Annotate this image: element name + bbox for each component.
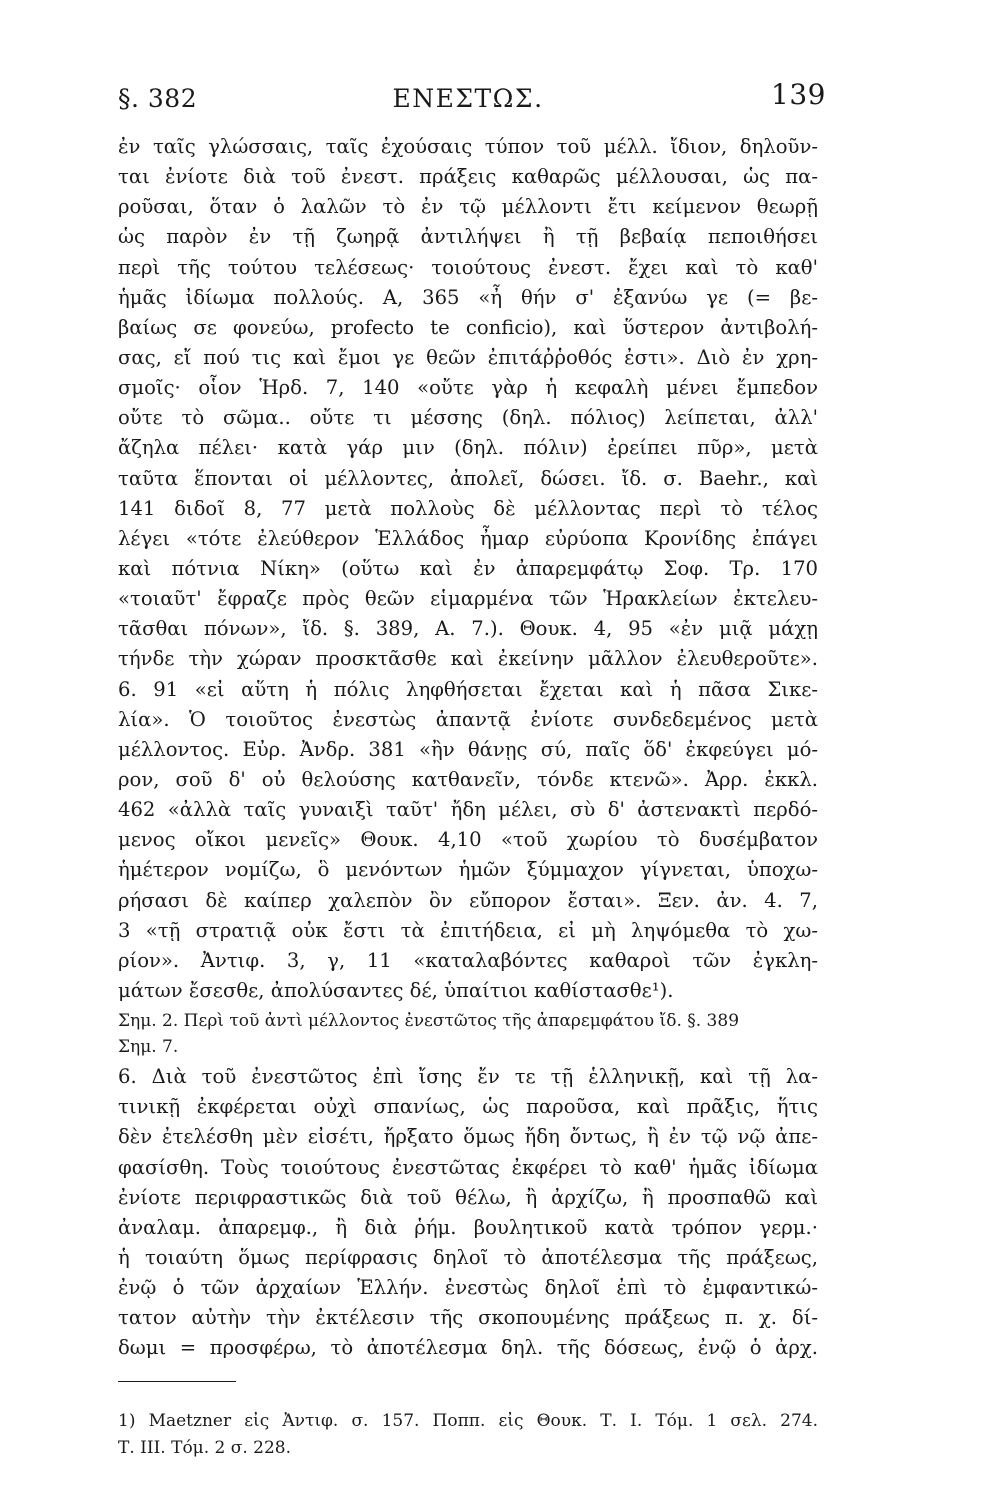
text-line: μενος οἴκοι μενεῖς» Θουκ. 4,10 «τοῦ χωρίου τὸ δυσέμβατον [118, 828, 818, 852]
text-line: ται ἐνίοτε διὰ τοῦ ἐνεστ. πράξεις καθαρῶς μέλλουσαι, ὡς πα- [118, 165, 818, 189]
text-line: ἀναλαμ. ἀπαρεμφ., ἢ διὰ ῥήμ. βουλητικοῦ κατὰ τρόπον γερμ.· [118, 1215, 818, 1239]
text-line: τινικῇ ἐκφέρεται οὐχὶ σπανίως, ὡς παροῦσα, καὶ πρᾶξις, ἥτις [118, 1095, 818, 1119]
text-line: ἡμέτερον νομίζω, ὃ μενόντων ἡμῶν ξύμμαχον γίγνεται, ὑποχω- [118, 858, 818, 882]
text-line: ρον, σοῦ δ' οὐ θελούσης κατθανεῖν, τόνδε κτενῶ». Ἀρρ. ἐκκλ. [118, 767, 818, 791]
text-line: τατον αὐτὴν τὴν ἐκτέλεσιν τῆς σκοπουμένης πράξεως π. χ. δί- [118, 1306, 818, 1330]
paragraph-b [118, 1062, 818, 1363]
text-line: οὔτε τὸ σῶμα.. οὔτε τι μέσσης (δηλ. πόλιος) λείπεται, ἀλλ' [118, 406, 818, 430]
text-line: ταῦτα ἕπονται οἱ μέλλοντες, ἀπολεῖ, δώσει. ἴδ. σ. Baehr., καὶ [118, 466, 818, 490]
text-line: Σημ. 7. [118, 1037, 179, 1058]
footnote [118, 1408, 818, 1462]
section-number: §. 382 [118, 84, 198, 113]
text-line: Σημ. 2. Περὶ τοῦ ἀντὶ μέλλοντος ἐνεστῶτος τῆς ἀπαρεμφάτου ἴδ. §. 389 [118, 1011, 740, 1032]
text-line: σας, εἴ πού τις καὶ ἔμοι γε θεῶν ἐπιτάῤῥοθός ἐστι». Διὸ ἐν χρη- [118, 345, 818, 369]
book-page [118, 78, 826, 1462]
text-line: ἐνίοτε περιφραστικῶς διὰ τοῦ θέλω, ἢ ἀρχίζω, ἢ προσπαθῶ καὶ [118, 1185, 818, 1209]
text-line: δὲν ἐτελέσθη μὲν εἰσέτι, ἤρξατο ὅμως ἤδη ὄντως, ἢ ἐν τῷ νῷ ἀπε- [118, 1125, 818, 1149]
text-line: 462 «ἀλλὰ ταῖς γυναιξὶ ταῦτ' ἤδη μέλει, σὺ δ' ἀστενακτὶ περδό- [118, 798, 818, 822]
text-line: ἐνῷ ὁ τῶν ἀρχαίων Ἑλλήν. ἐνεστὼς δηλοῖ ἐπὶ τὸ ἐμφαντικώ- [118, 1276, 818, 1300]
text-line: Τ. ΙΙΙ. Τόμ. 2 σ. 228. [118, 1438, 292, 1459]
text-line: καὶ πότνια Νίκη» (οὕτω καὶ ἐν ἀπαρεμφάτῳ Σοφ. Τρ. 170 [118, 556, 818, 580]
running-head [118, 78, 826, 118]
text-line: ἐν ταῖς γλώσσαις, ταῖς ἐχούσαις τύπον τοῦ μέλλ. ἴδιον, δηλοῦν- [118, 135, 818, 158]
text-line: «τοιαῦτ' ἔφραζε πρὸς θεῶν εἱμαρμένα τῶν Ἡρακλείων ἐκτελευ- [118, 587, 818, 611]
remark-note [118, 1008, 818, 1060]
main-text [118, 132, 818, 1363]
text-line: μάτων ἔσεσθε, ἀπολύσαντες δέ, ὑπαίτιοι καθίστασθε¹). [118, 978, 674, 1002]
text-line: μέλλοντος. Εὐρ. Ἀνδρ. 381 «ἢν θάνῃς σύ, παῖς ὅδ' ἐκφεύγει μό- [118, 737, 818, 761]
text-line: φασίσθη. Τοὺς τοιούτους ἐνεστῶτας ἐκφέρει τὸ καθ' ἡμᾶς ἰδίωμα [118, 1155, 818, 1179]
text-line: δωμι = προσφέρω, τὸ ἀποτέλεσμα δηλ. τῆς δόσεως, ἐνῷ ὁ ἀρχ. [118, 1336, 818, 1360]
text-line: σμοῖς· οἷον Ἡρδ. 7, 140 «οὔτε γὰρ ἡ κεφαλὴ μένει ἔμπεδον [118, 376, 818, 400]
page-number: 139 [771, 78, 826, 111]
text-line: ρήσασι δὲ καίπερ χαλεπὸν ὂν εὔπορον ἔσται». Ξεν. ἀν. 4. 7, [118, 888, 818, 912]
text-line: 1) Maetzner εἰς Ἀντιφ. σ. 157. Ποππ. εἰς Θουκ. Τ. Ι. Τόμ. 1 σελ. 274. [118, 1411, 818, 1432]
text-line: ἄζηλα πέλει· κατὰ γάρ μιν (δηλ. πόλιν) ἐρείπει πῦρ», μετὰ [118, 436, 818, 460]
text-line: ρίον». Ἀντιφ. 3, γ, 11 «καταλαβόντες καθαροὶ τῶν ἐγκλη- [118, 948, 818, 972]
text-line: 3 «τῇ στρατιᾷ οὐκ ἔστι τὰ ἐπιτήδεια, εἰ μὴ ληψόμεθα τὸ χω- [118, 918, 818, 942]
text-line: περὶ τῆς τούτου τελέσεως· τοιούτους ἐνεστ. ἔχει καὶ τὸ καθ' [118, 255, 818, 279]
text-line: ἡ τοιαύτη ὅμως περίφρασις δηλοῖ τὸ ἀποτέλεσμα τῆς πράξεως, [118, 1245, 818, 1269]
text-line: ὡς παρὸν ἐν τῇ ζωηρᾷ ἀντιλήψει ἢ τῇ βεβαίᾳ πεποιθήσει [118, 225, 818, 249]
text-line: βαίως σε φονεύω, profecto te conficio), καὶ ὕστερον ἀντιβολή- [118, 315, 818, 339]
text-line: τᾶσθαι πόνων», ἴδ. §. 389, Α. 7.). Θουκ. 4, 95 «ἐν μιᾷ μάχῃ [118, 617, 818, 641]
text-line: 6. Διὰ τοῦ ἐνεστῶτος ἐπὶ ἴσης ἔν τε τῇ ἑλληνικῇ, καὶ τῇ λα- [118, 1065, 818, 1089]
text-line: ροῦσαι, ὅταν ὁ λαλῶν τὸ ἐν τῷ μέλλοντι ἔτι κείμενον θεωρῇ [118, 195, 818, 219]
text-line: ἡμᾶς ἰδίωμα πολλούς. Α, 365 «ἦ θήν σ' ἐξανύω γε (= βε- [118, 285, 818, 309]
text-line: 6. 91 «εἰ αὕτη ἡ πόλις ληφθήσεται ἔχεται καὶ ἡ πᾶσα Σικε- [118, 677, 818, 701]
text-line: λέγει «τότε ἐλεύθερον Ἑλλάδος ἦμαρ εὐρύοπα Κρονίδης ἐπάγει [118, 526, 818, 550]
text-line: τήνδε τὴν χώραν προσκτᾶσθε καὶ ἐκείνην μᾶλλον ἐλευθεροῦτε». [118, 647, 818, 671]
page-title: ΕΝΕΣΤΩΣ. [392, 84, 544, 113]
text-line: 141 διδοῖ 8, 77 μετὰ πολλοὺς δὲ μέλλοντας περὶ τὸ τέλος [118, 496, 818, 520]
text-line: λία». Ὁ τοιοῦτος ἐνεστὼς ἀπαντᾷ ἐνίοτε συνδεδεμένος μετὰ [118, 707, 818, 731]
footnote-rule [118, 1381, 236, 1382]
paragraph-a [118, 132, 818, 1006]
